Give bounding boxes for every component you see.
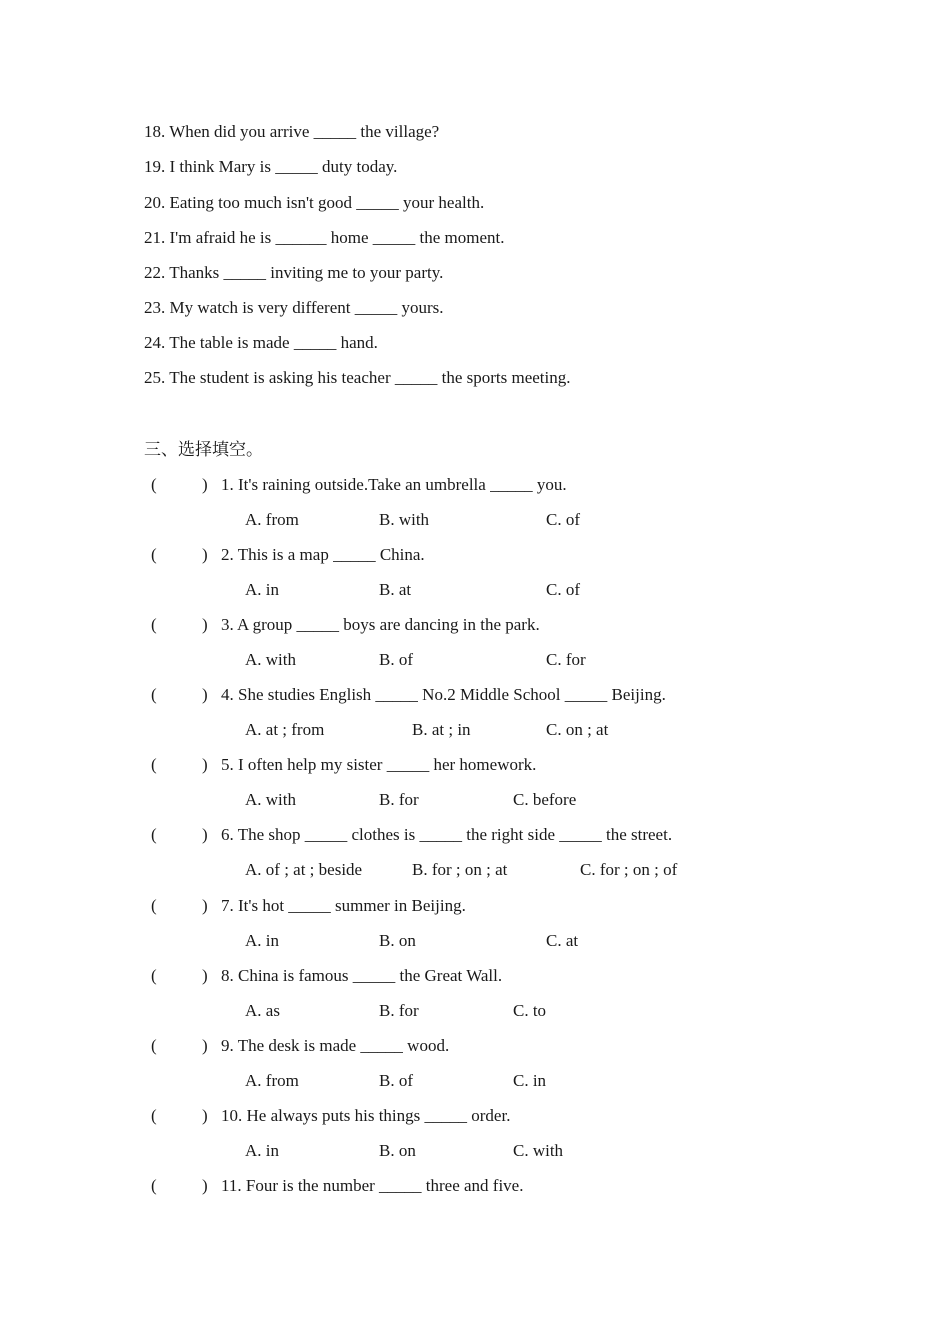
option-b: B. of — [379, 650, 413, 669]
answer-paren-open: ( — [151, 1036, 157, 1055]
answer-paren-close: ) — [202, 545, 208, 564]
option-row — [0, 650, 950, 672]
option-a: A. in — [245, 931, 279, 950]
option-row — [0, 931, 950, 953]
question-row — [0, 966, 950, 988]
fill-item: 19. I think Mary is _____ duty today. — [144, 157, 398, 176]
option-row — [0, 860, 950, 882]
option-b: B. at ; in — [412, 720, 471, 739]
option-c: C. of — [546, 580, 580, 599]
option-b: B. on — [379, 931, 416, 950]
option-a: A. of ; at ; beside — [245, 860, 363, 879]
fill-item: 20. Eating too much isn't good _____ your health. — [144, 193, 485, 212]
answer-paren-close: ) — [202, 685, 208, 704]
question-row — [0, 896, 950, 918]
question-item — [0, 896, 950, 966]
option-c: C. before — [513, 790, 577, 809]
option-a: A. with — [245, 650, 296, 669]
option-c: C. for ; on ; of — [580, 860, 678, 879]
option-a: A. from — [245, 510, 299, 529]
question-text: 2. This is a map _____ China. — [221, 545, 425, 564]
option-c: C. with — [513, 1141, 564, 1160]
question-row — [0, 825, 950, 847]
answer-paren-close: ) — [202, 1176, 208, 1195]
option-b: B. for ; on ; at — [412, 860, 508, 879]
answer-paren-close: ) — [202, 1036, 208, 1055]
question-text: 8. China is famous _____ the Great Wall. — [221, 966, 503, 985]
question-text: 3. A group _____ boys are dancing in the park. — [221, 615, 540, 634]
answer-paren-open: ( — [151, 1106, 157, 1125]
answer-paren-open: ( — [151, 475, 157, 494]
question-text: 6. The shop _____ clothes is _____ the right side _____ the street. — [221, 825, 673, 844]
question-row — [0, 1036, 950, 1058]
question-item — [0, 615, 950, 685]
option-a: A. with — [245, 790, 296, 809]
question-text: 10. He always puts his things _____ order. — [221, 1106, 511, 1125]
question-item — [0, 1106, 950, 1176]
option-a: A. as — [245, 1001, 280, 1020]
option-a: A. at ; from — [245, 720, 325, 739]
question-text: 7. It's hot _____ summer in Beijing. — [221, 896, 466, 915]
option-row — [0, 1071, 950, 1093]
question-item — [0, 545, 950, 615]
question-text: 9. The desk is made _____ wood. — [221, 1036, 450, 1055]
option-c: C. at — [546, 931, 579, 950]
fill-item: 21. I'm afraid he is ______ home _____ the moment. — [144, 228, 505, 247]
option-b: B. at — [379, 580, 412, 599]
fill-item: 18. When did you arrive _____ the village? — [144, 122, 440, 141]
question-row — [0, 1176, 950, 1198]
fill-item: 23. My watch is very different _____ yours. — [144, 298, 444, 317]
option-a: A. from — [245, 1071, 299, 1090]
option-row — [0, 1141, 950, 1163]
answer-paren-close: ) — [202, 966, 208, 985]
fill-item: 25. The student is asking his teacher _____ the sports meeting. — [144, 368, 571, 387]
question-text: 5. I often help my sister _____ her homework. — [221, 755, 537, 774]
option-c: C. for — [546, 650, 586, 669]
option-c: C. in — [513, 1071, 547, 1090]
option-b: B. with — [379, 510, 430, 529]
fill-item: 22. Thanks _____ inviting me to your party. — [144, 263, 444, 282]
option-b: B. for — [379, 790, 419, 809]
option-a: A. in — [245, 1141, 279, 1160]
answer-paren-open: ( — [151, 545, 157, 564]
question-item — [0, 475, 950, 545]
answer-paren-close: ) — [202, 896, 208, 915]
answer-paren-open: ( — [151, 966, 157, 985]
option-row — [0, 790, 950, 812]
question-row — [0, 755, 950, 777]
question-row — [0, 475, 950, 497]
section-title: 三、选择填空。 — [144, 440, 263, 459]
answer-paren-close: ) — [202, 615, 208, 634]
question-text: 1. It's raining outside.Take an umbrella _____ you. — [221, 475, 567, 494]
answer-paren-open: ( — [151, 685, 157, 704]
answer-paren-open: ( — [151, 755, 157, 774]
answer-paren-close: ) — [202, 1106, 208, 1125]
question-item — [0, 755, 950, 825]
question-row — [0, 685, 950, 707]
question-text: 11. Four is the number _____ three and five. — [221, 1176, 524, 1195]
option-row — [0, 580, 950, 602]
question-item — [0, 1176, 950, 1246]
answer-paren-open: ( — [151, 825, 157, 844]
option-b: B. on — [379, 1141, 416, 1160]
answer-paren-open: ( — [151, 1176, 157, 1195]
option-c: C. on ; at — [546, 720, 609, 739]
option-row — [0, 1001, 950, 1023]
question-row — [0, 615, 950, 637]
answer-paren-close: ) — [202, 755, 208, 774]
question-text: 4. She studies English _____ No.2 Middle School _____ Beijing. — [221, 685, 666, 704]
question-item — [0, 825, 950, 895]
answer-paren-open: ( — [151, 896, 157, 915]
question-item — [0, 1036, 950, 1106]
option-b: B. for — [379, 1001, 419, 1020]
option-c: C. to — [513, 1001, 547, 1020]
option-b: B. of — [379, 1071, 413, 1090]
option-a: A. in — [245, 580, 279, 599]
question-item — [0, 966, 950, 1036]
question-item — [0, 685, 950, 755]
option-row — [0, 510, 950, 532]
answer-paren-close: ) — [202, 825, 208, 844]
question-row — [0, 545, 950, 567]
answer-paren-close: ) — [202, 475, 208, 494]
option-row — [0, 720, 950, 742]
answer-paren-open: ( — [151, 615, 157, 634]
question-row — [0, 1106, 950, 1128]
fill-item: 24. The table is made _____ hand. — [144, 333, 378, 352]
option-c: C. of — [546, 510, 580, 529]
